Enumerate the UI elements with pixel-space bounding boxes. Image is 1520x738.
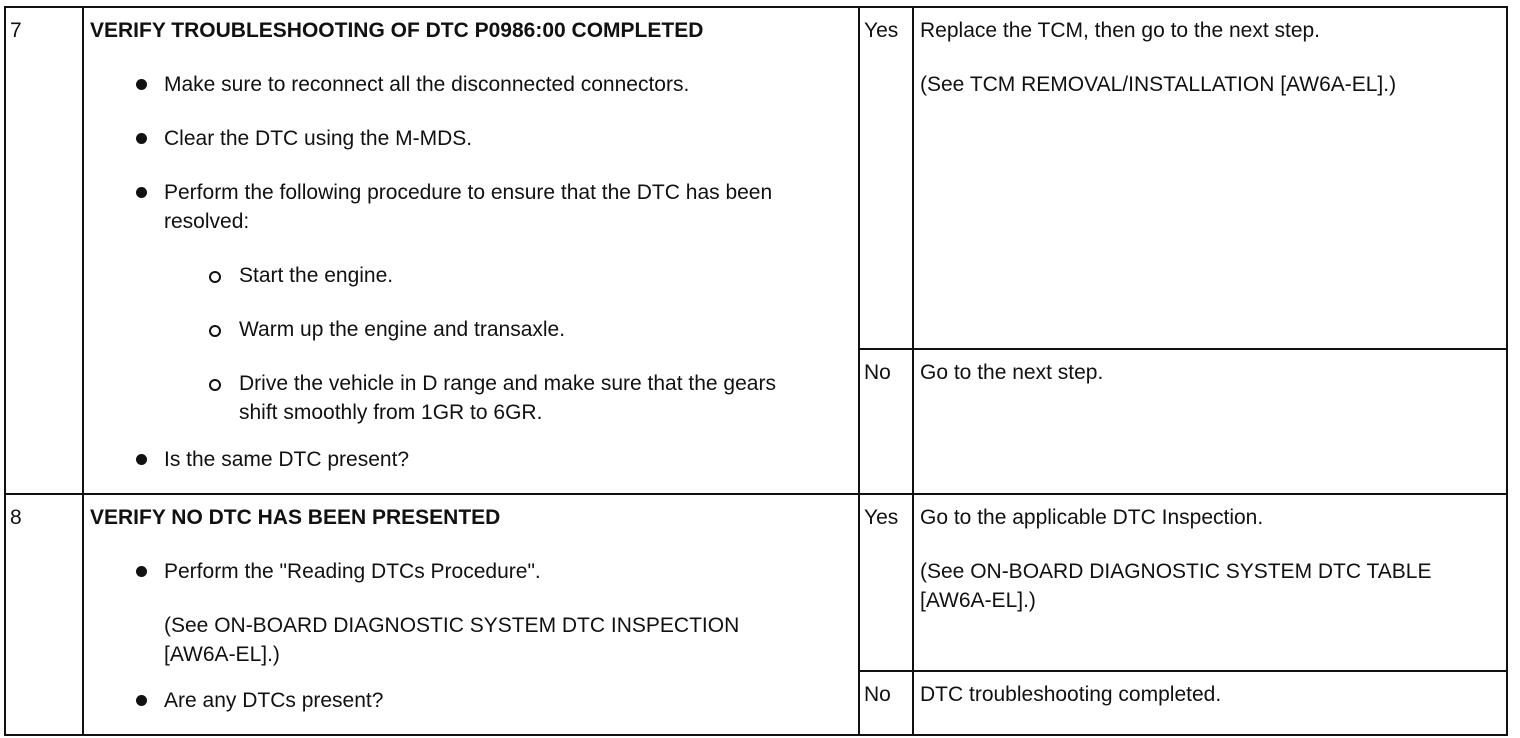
list-item: Perform the following procedure to ensure that the DTC has been resolved: Start the engine. Warm up the engine and transaxle. Drive the vehicle in D range and make sure that the gears shift smoothly from 1GR to 6GR. — [84, 178, 858, 427]
no-action: DTC troubleshooting completed. — [913, 671, 1507, 735]
bullet-icon — [136, 187, 147, 198]
sub-list-item: Start the engine. — [164, 261, 838, 290]
step-8-yes-row — [5, 494, 1507, 671]
list-item: Is the same DTC present? — [84, 445, 858, 474]
sub-bullet-list — [164, 261, 838, 427]
no-label: No — [859, 349, 913, 494]
bullet-icon — [136, 79, 147, 90]
step-number: 7 — [5, 7, 83, 494]
yes-label: Yes — [859, 494, 913, 671]
list-item: Perform the "Reading DTCs Procedure". (See ON-BOARD DIAGNOSTIC SYSTEM DTC INSPECTION [AW6A-EL].) — [84, 557, 858, 669]
troubleshooting-table — [4, 6, 1508, 736]
yes-label: Yes — [859, 7, 913, 349]
bullet-icon — [136, 454, 147, 465]
bullet-list — [84, 557, 858, 715]
bullet-list — [84, 70, 858, 474]
bullet-icon — [136, 133, 147, 144]
step-7-content — [83, 7, 859, 494]
sub-list-item: Warm up the engine and transaxle. — [164, 315, 838, 344]
circle-bullet-icon — [209, 325, 221, 337]
sub-list-item: Drive the vehicle in D range and make sure that the gears shift smoothly from 1GR to 6GR. — [164, 369, 838, 427]
step-7-yes-row — [5, 7, 1507, 349]
no-action: Go to the next step. — [913, 349, 1507, 494]
circle-bullet-icon — [209, 271, 221, 283]
list-item: Make sure to reconnect all the disconnected connectors. — [84, 70, 858, 99]
list-item: Clear the DTC using the M-MDS. — [84, 124, 858, 153]
bullet-icon — [136, 566, 147, 577]
step-title: VERIFY NO DTC HAS BEEN PRESENTED — [90, 506, 501, 529]
list-item: Are any DTCs present? — [84, 686, 858, 715]
circle-bullet-icon — [209, 379, 221, 391]
step-8-content — [83, 494, 859, 735]
yes-action: Replace the TCM, then go to the next step. (See TCM REMOVAL/INSTALLATION [AW6A-EL].) — [913, 7, 1507, 349]
bullet-icon — [136, 695, 147, 706]
reference-note: (See ON-BOARD DIAGNOSTIC SYSTEM DTC INSPECTION [AW6A-EL].) — [164, 614, 740, 666]
yes-action: Go to the applicable DTC Inspection. (See ON-BOARD DIAGNOSTIC SYSTEM DTC TABLE [AW6A-EL].) — [913, 494, 1507, 671]
step-title: VERIFY TROUBLESHOOTING OF DTC P0986:00 COMPLETED — [90, 19, 704, 42]
step-number: 8 — [5, 494, 83, 735]
no-label: No — [859, 671, 913, 735]
